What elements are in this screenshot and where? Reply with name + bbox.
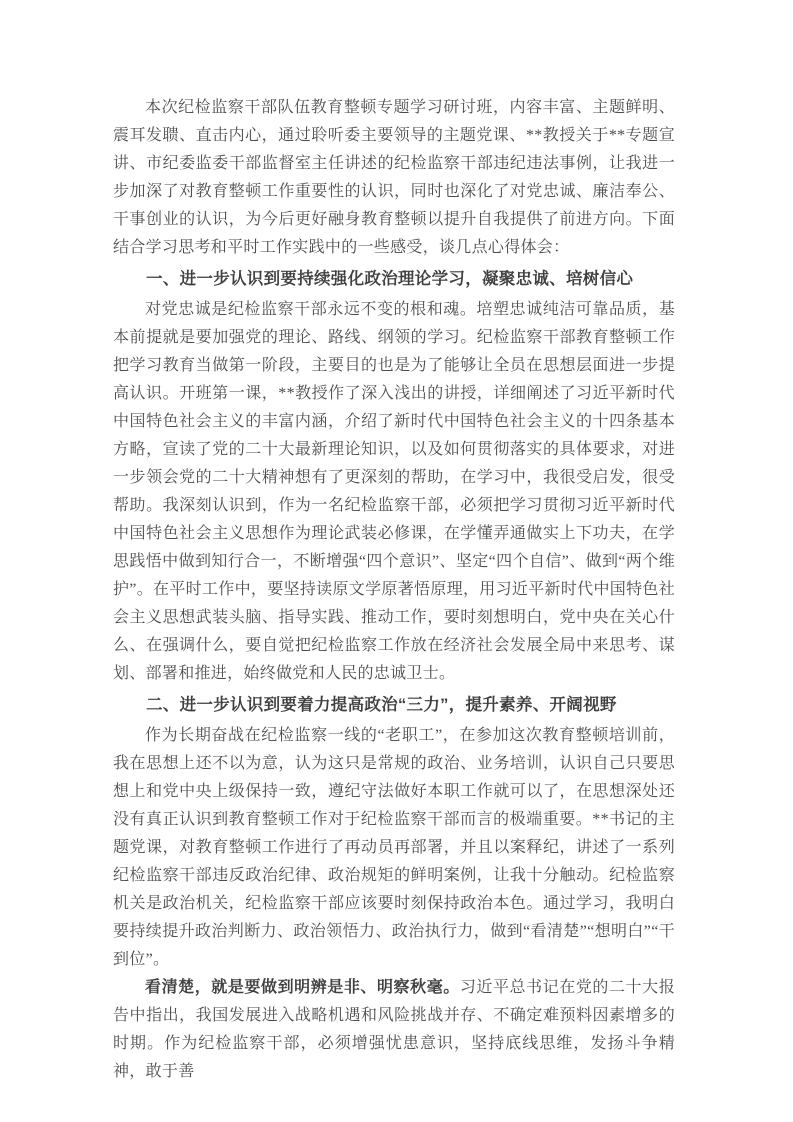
section-heading-1: 一、进一步认识到要持续强化政治理论学习，凝聚忠诚、培树信心 bbox=[146, 270, 634, 288]
paragraph-section-2: 作为长期奋战在纪检监察一线的“老职工”，在参加这次教育整顿培训前，我在思想上还不以为意，认为这只是常规的政治、业务培训，认识自己只要思想上和党中央上级保持一致，遵纪守法做好本职工作就可以了，在思想深处还没有真正认识到教育整顿工作对于纪检监察干部而言的极端重要。**书记的主题党课，对教育整顿工作进行了再动员再部署，并且以案释纪，讲述了一系列纪检监察干部违反政治纪律、政治规矩的鲜明案例，让我十分触动。纪检监察机关是政治机关，纪检监察干部应该要时刻保持政治本色。通过学习，我明白要持续提升政治判断力、政治领悟力、政治执行力，做到“看清楚”“想明白”“干到位”。 bbox=[113, 727, 675, 968]
paragraph-intro: 本次纪检监察干部队伍教育整顿专题学习研讨班，内容丰富、主题鲜明、震耳发聩、直击内心，通过聆听委主要领导的主题党课、**教授关于**专题宣讲、市纪委监委干部监督室主任讲述的纪检监察干部违纪违法事例，让我进一步加深了对教育整顿工作重要性的认识，同时也深化了对党忠诚、廉洁奉公、干事创业的认识，为今后更好融身教育整顿以提升自我提供了前进方向。下面结合学习思考和平时工作实践中的一些感受，谈几点心得体会： bbox=[113, 99, 675, 256]
section-heading-2: 二、进一步认识到要着力提高政治“三力”，提升素养、开阔视野 bbox=[146, 696, 617, 714]
paragraph-lead-bold: 看清楚，就是要做到明辨是非、明察秋毫。 bbox=[145, 979, 460, 996]
paragraph-lead-rest: 习近平总书记在党的二十大报告中指出，我国发展进入战略机遇和风险挑战并存、不确定难预料因素增多的时期。作为纪检监察干部，必须增强忧患意识，坚持底线思维，发扬斗争精神，敢于善 bbox=[113, 979, 675, 1080]
document-body bbox=[113, 94, 675, 1086]
paragraph-section-1: 对党忠诚是纪检监察干部永远不变的根和魂。培塑忠诚纯洁可靠品质，基本前提就是要加强党的理论、路线、纲领的学习。纪检监察干部教育整顿工作把学习教育当做第一阶段，主要目的也是为了能够让全员在思想层面进一步提高认识。开班第一课，**教授作了深入浅出的讲授，详细阐述了习近平新时代中国特色社会主义的丰富内涵，介绍了新时代中国特色社会主义的十四条基本方略，宣读了党的二十大最新理论知识，以及如何贯彻落实的具体要求，对进一步领会党的二十大精神想有了更深刻的帮助，在学习中，我很受启发，很受帮助。我深刻认识到，作为一名纪检监察干部，必须把学习贯彻习近平新时代中国特色社会主义思想作为理论武装必修课，在学懂弄通做实上下功夫，在学思践悟中做到知行合一，不断增强“四个意识”、坚定“四个自信”、做到“两个维护”。在平时工作中，要坚持读原文学原著悟原理，用习近平新时代中国特色社会主义思想武装头脑、指导实践、推动工作，要时刻想明白，党中央在关心什么、在强调什么，要自觉把纪检监察工作放在经济社会发展全局中来思考、谋划、部署和推进，始终做党和人民的忠诚卫士。 bbox=[113, 301, 675, 682]
paragraph-kanqingchu bbox=[113, 974, 675, 1086]
